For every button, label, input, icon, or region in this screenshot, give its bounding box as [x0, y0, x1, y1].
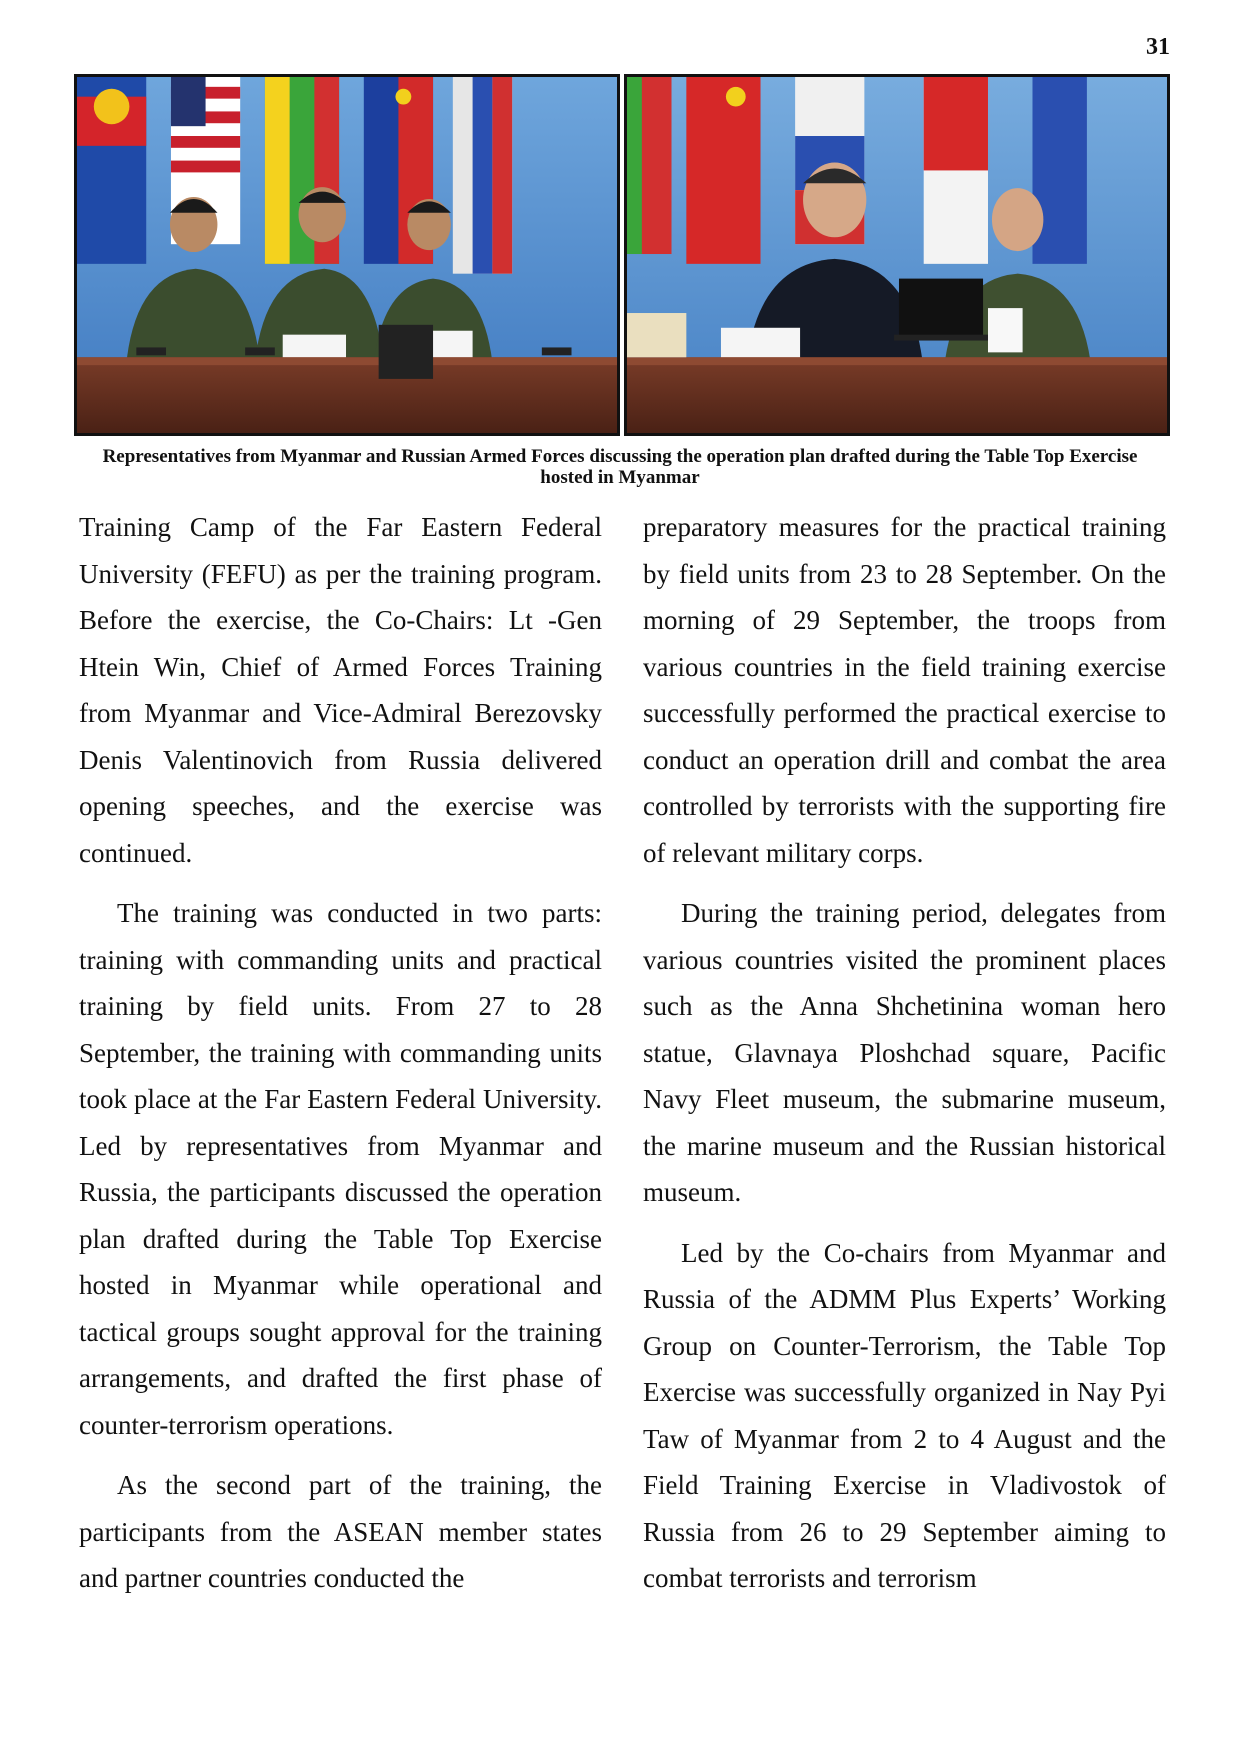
paragraph: The training was conducted in two parts: training with commanding units and practical training by field units. From 27 to 28 September, the training with commanding units took place at the Far Eastern Federal University. Led by representatives from Myanmar and Russia, the participants discussed the operation plan drafted during the Table Top Exercise hosted in Myanmar while operational and tactical groups sought approval for the training arrangements, and drafted the first phase of counter-terrorism operations. [79, 898, 602, 1440]
paragraph: Training Camp of the Far Eastern Federal University (FEFU) as per the training program. Before the exercise, the Co-Chairs: Lt -Gen Htein Win, Chief of Armed Forces Training from Myanmar and Vice-Admiral Berezovsky Denis Valentinovich from Russia delivered opening speeches, and the exercise was continued. [79, 512, 602, 868]
photo-russian-delegation [624, 74, 1170, 436]
photo-myanmar-delegation [74, 74, 620, 436]
photo-myanmar-delegation-image [77, 77, 617, 433]
paragraph: As the second part of the training, the participants from the ASEAN member states and partner countries conducted the [79, 1470, 602, 1593]
left-column [79, 504, 602, 1616]
paragraph: During the training period, delegates from various countries visited the prominent places such as the Anna Shchetinina woman hero statue, Glavnaya Ploshchad square, Pacific Navy Fleet museum, the submarine museum, the marine museum and the Russian historical museum. [643, 898, 1166, 1207]
figure-caption: Representatives from Myanmar and Russian Armed Forces discussing the operation plan drafted during the Table Top Exercise hosted in Myanmar [102, 446, 1138, 488]
right-column [643, 504, 1166, 1616]
paragraph: Led by the Co-chairs from Myanmar and Russia of the ADMM Plus Experts’ Working Group on Counter-Terrorism, the Table Top Exercise was successfully organized in Nay Pyi Taw of Myanmar from 2 to 4 August and the Field Training Exercise in Vladivostok of Russia from 26 to 29 September aiming to combat terrorists and terrorism [643, 1237, 1166, 1593]
page-number: 31 [1146, 34, 1170, 60]
photo-russian-delegation-image [627, 77, 1167, 433]
paragraph: preparatory measures for the practical training by field units from 23 to 28 September. On the morning of 29 September, the troops from various countries in the field training exercise successfully performed the practical exercise to conduct an operation drill and combat the area controlled by terrorists with the supporting fire of relevant military corps. [643, 512, 1166, 868]
